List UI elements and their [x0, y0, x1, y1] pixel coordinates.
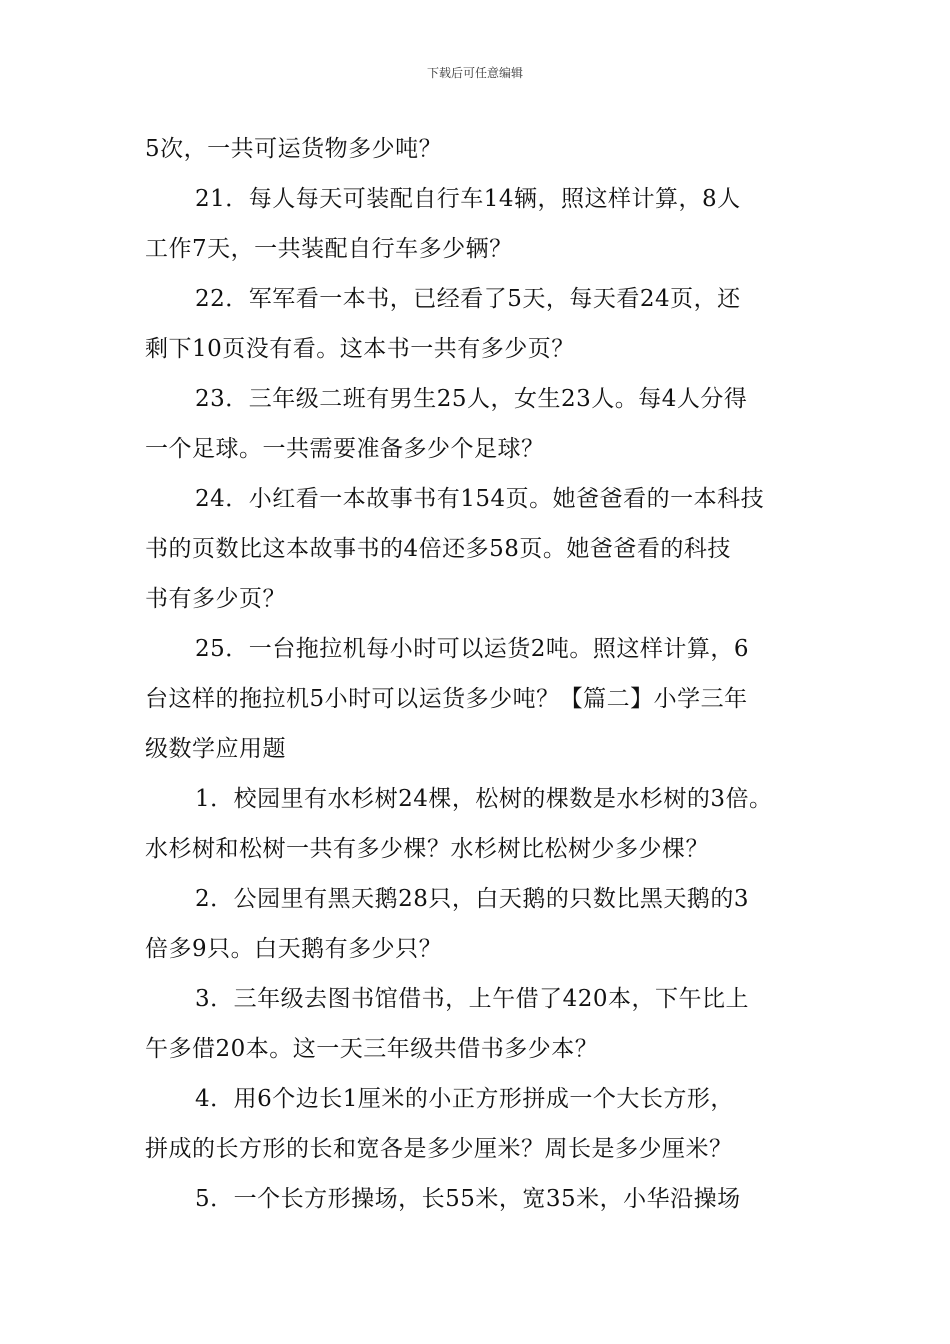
text-line: 5次，一共可运货物多少吨？	[145, 136, 443, 162]
text-line-problem-2: 2．公园里有黑天鹅28只，白天鹅的只数比黑天鹅的3	[195, 886, 750, 912]
text-line-problem-5: 5．一个长方形操场，长55米，宽35米，小华沿操场	[195, 1186, 741, 1212]
text-line-problem-24: 24．小红看一本故事书有154页。她爸爸看的一本科技	[195, 486, 765, 512]
text-line: 级数学应用题	[145, 736, 286, 762]
text-line: 水杉树和松树一共有多少棵？水杉树比松树少多少棵？	[145, 836, 709, 862]
text-line: 午多借20本。这一天三年级共借书多少本？	[145, 1036, 599, 1062]
text-line-problem-23: 23．三年级二班有男生25人，女生23人。每4人分得	[195, 386, 748, 412]
text-line-problem-4: 4．用6个边长1厘米的小正方形拼成一个大长方形，	[195, 1086, 734, 1112]
text-line: 工作7天，一共装配自行车多少辆？	[145, 236, 513, 262]
text-line-problem-21: 21．每人每天可装配自行车14辆，照这样计算，8人	[195, 186, 741, 212]
text-line: 剩下10页没有看。这本书一共有多少页？	[145, 336, 575, 362]
text-line: 一个足球。一共需要准备多少个足球？	[145, 436, 545, 462]
text-line: 倍多9只。白天鹅有多少只？	[145, 936, 443, 962]
text-line-problem-22: 22．军军看一本书，已经看了5天，每天看24页，还	[195, 286, 741, 312]
text-line-problem-1: 1．校园里有水杉树24棵，松树的棵数是水杉树的3倍。	[195, 786, 773, 812]
text-line: 书有多少页？	[145, 586, 286, 612]
text-line-problem-25: 25．一台拖拉机每小时可以运货2吨。照这样计算，6	[195, 636, 750, 662]
text-line: 书的页数比这本故事书的4倍还多58页。她爸爸看的科技	[145, 536, 731, 562]
text-line-problem-3: 3．三年级去图书馆借书，上午借了420本，下午比上	[195, 986, 750, 1012]
text-line: 拼成的长方形的长和宽各是多少厘米？周长是多少厘米？	[145, 1136, 733, 1162]
page-header-note: 下载后可任意编辑	[426, 66, 523, 80]
text-line: 台这样的拖拉机5小时可以运货多少吨？【篇二】小学三年	[145, 686, 748, 712]
